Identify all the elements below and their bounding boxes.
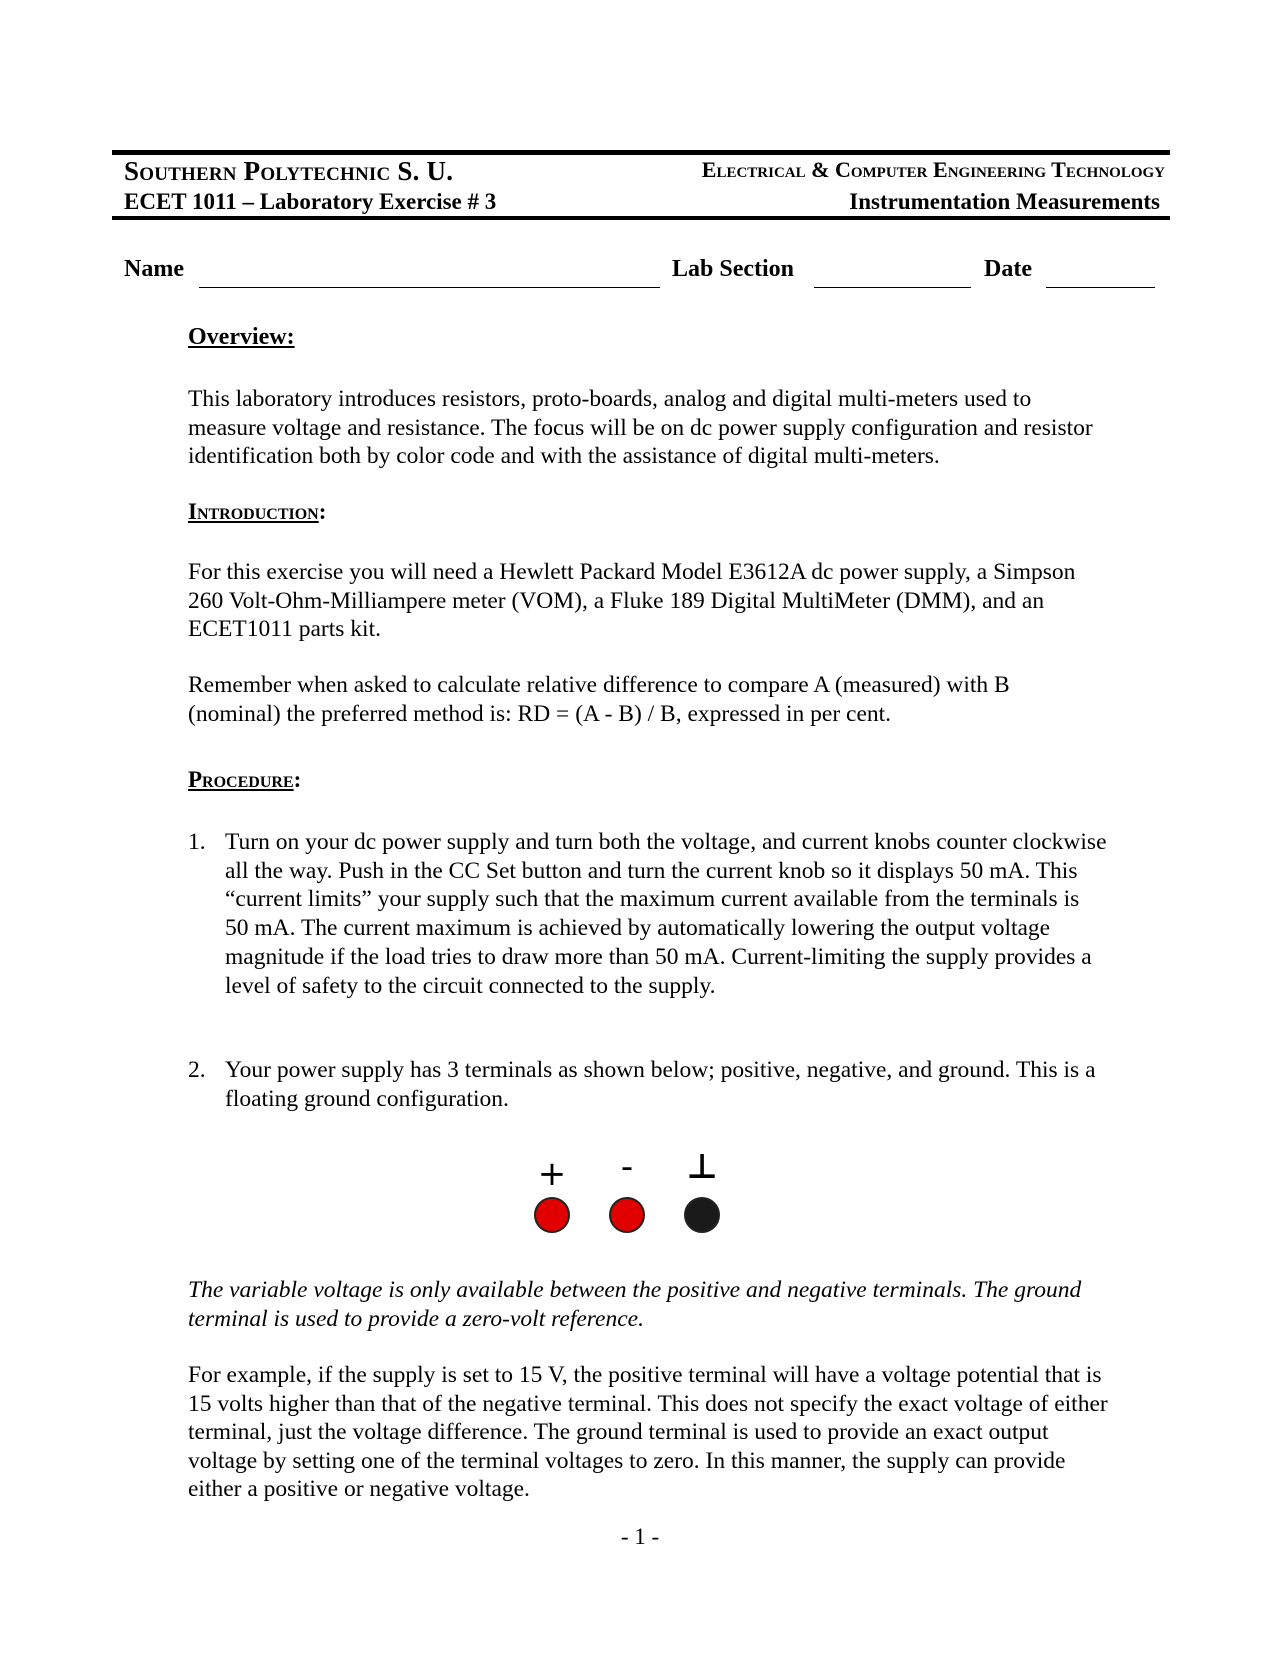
positive-label: +: [537, 1154, 567, 1194]
procedure-step-1: [188, 828, 1108, 1000]
overview-text: This laboratory introduces resistors, proto-boards, analog and digital multi-meters used to measure voltage and resistance. The focus will be on dc power supply configuration and resistor identification both by color code and with the assistance of digital multi-meters.: [188, 386, 1093, 469]
date-label: Date: [984, 256, 1032, 282]
header-bottom-rule: [112, 216, 1170, 220]
introduction-paragraph-1: For this exercise you will need a Hewlett Packard Model E3612A dc power supply, a Simpson 260 Volt-Ohm-Milliampere meter (VOM), a Fluke 189 Digital MultiMeter (DMM), and an ECET1011 parts kit.: [188, 559, 1076, 642]
course-title: ECET 1011 – Laboratory Exercise # 3: [124, 189, 497, 214]
introduction-paragraph-2: Remember when asked to calculate relative difference to compare A (measured) with B (nominal) the preferred method is: RD = (A - B) / B, expressed in per cent.: [188, 672, 1010, 727]
terminal-note: The variable voltage is only available between the positive and negative terminals. The ground terminal is used to provide a zero-volt reference.: [188, 1277, 1082, 1332]
step-number: 1.: [188, 829, 206, 855]
step-number: 2.: [188, 1057, 206, 1083]
name-label: Name: [124, 256, 184, 282]
ground-terminal: [684, 1197, 720, 1233]
department-name: Electrical & Computer Engineering Technology: [701, 157, 1165, 182]
introduction-heading: Introduction:: [188, 499, 327, 524]
power-supply-terminals-diagram: [525, 1147, 725, 1250]
procedure-step-2: [188, 1056, 1108, 1113]
header-top-rule: [112, 150, 1170, 155]
step-text: Turn on your dc power supply and turn both the voltage, and current knobs counter clockwise all the way. Push in the CC Set button and turn the current knob so it displays 50 mA. This “current limits” your supply such that the maximum current available from the terminals is 50 mA. The current maximum is achieved by automatically lowering the output voltage magnitude if the load tries to draw more than 50 mA. Current-limiting the supply provides a level of safety to the circuit connected to the supply.: [225, 829, 1107, 999]
page-number: - 1 -: [620, 1524, 660, 1549]
lab-title: Instrumentation Measurements: [849, 189, 1160, 214]
lab-section-line[interactable]: [814, 287, 971, 288]
overview-heading: Overview:: [188, 324, 295, 350]
example-paragraph: For example, if the supply is set to 15 V, the positive terminal will have a voltage potential that is 15 volts higher than that of the negative terminal. This does not specify the exact voltage of either terminal, just the voltage difference. The ground terminal is used to provide an exact output voltage by setting one of the terminal voltages to zero. In this manner, the supply can provide either a positive or negative voltage.: [188, 1362, 1108, 1502]
date-line[interactable]: [1046, 287, 1155, 288]
negative-label: -: [620, 1147, 634, 1187]
ground-label: ⊥: [686, 1147, 718, 1187]
positive-terminal: [534, 1197, 570, 1233]
name-line[interactable]: [199, 287, 660, 288]
negative-terminal: [609, 1197, 645, 1233]
procedure-heading: Procedure:: [188, 767, 302, 792]
step-text: Your power supply has 3 terminals as shown below; positive, negative, and ground. This is a floating ground configuration.: [225, 1057, 1096, 1112]
school-name: Southern Polytechnic S. U.: [124, 156, 454, 186]
lab-section-label: Lab Section: [672, 256, 795, 282]
